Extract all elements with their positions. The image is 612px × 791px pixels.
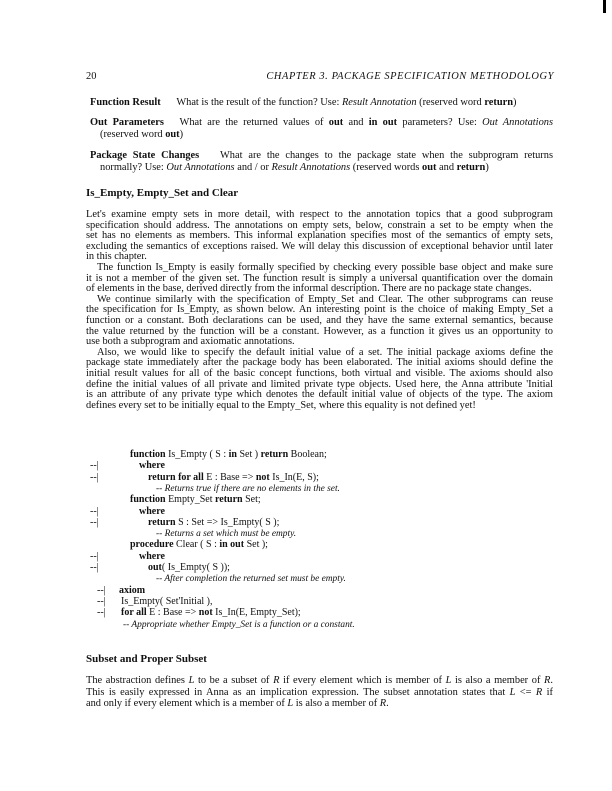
anna-annotation-marker: --| (90, 471, 99, 483)
text-run: The abstraction defines (86, 675, 189, 686)
text-run: return (148, 516, 176, 528)
text-run: and only if every element which is a member of (86, 698, 288, 710)
text-run: Boolean; (288, 449, 327, 460)
text-run: where (139, 505, 165, 517)
text-run: Result Annotation (341, 97, 417, 108)
anna-annotation-marker: --| (90, 516, 99, 528)
text-run: R (273, 675, 280, 686)
text-run: R (535, 686, 543, 698)
paragraph-line: the value returned by the function will be a constant. However, as a function it gives us an opportunity to (86, 325, 553, 337)
text-run: Empty_Set (165, 494, 216, 506)
text-run: where (139, 460, 165, 472)
topic-line (90, 97, 516, 109)
text-run: if every element which is member of (279, 675, 446, 686)
topic-line (100, 129, 183, 141)
code-line (148, 562, 230, 574)
text-run: out (148, 562, 162, 573)
anna-annotation-marker: --| (90, 505, 99, 517)
paragraph-line: Also, we would like to specify the default initial value of a set. The initial package axioms define the (97, 346, 553, 358)
topic-line (100, 162, 489, 174)
text-run: Clear ( S : (173, 539, 220, 551)
text-run: ) (513, 97, 517, 108)
text-run: L (445, 675, 452, 686)
text-run: Is_In(E, S); (269, 471, 319, 483)
text-run: E : Base => (146, 607, 199, 619)
paragraph-line (86, 698, 389, 710)
anna-annotation-marker: --| (97, 584, 106, 596)
text-run: procedure (130, 539, 174, 551)
text-run: Out Annotations (166, 162, 235, 173)
text-run: S : Set => Is_Empty( S ); (175, 516, 280, 528)
text-run: out (422, 162, 437, 173)
text-run: out (165, 129, 180, 140)
text-run: axiom (119, 584, 146, 596)
text-run: R (379, 698, 387, 710)
paragraph-line: use both a subprogram and axiomatic annotations. (86, 336, 295, 348)
text-run: ( Is_Empty( S )); (161, 562, 230, 573)
text-run: Set ); (244, 539, 268, 551)
text-run: return (260, 449, 289, 460)
text-run: . (550, 675, 553, 686)
text-run: Set; (242, 494, 261, 506)
anna-annotation-marker: --| (90, 460, 99, 472)
text-run: Package State Changes (90, 150, 200, 161)
running-header: CHAPTER 3. PACKAGE SPECIFICATION METHODOLOGY (266, 71, 554, 82)
paragraph-line: it is not a member of the given set. The function result is simply a universal quantification over the domain (86, 272, 553, 284)
code-comment: -- Appropriate whether Empty_Set is a function or a constant. (123, 619, 355, 630)
text-run: return (215, 494, 243, 506)
code-line (156, 483, 340, 495)
topic-line (90, 117, 553, 129)
code-line (139, 460, 165, 472)
anna-annotation-marker: --| (97, 595, 106, 607)
anna-annotation-marker: --| (97, 607, 106, 619)
code-line (139, 551, 165, 563)
text-run: What are the returned values of (163, 117, 329, 128)
paragraph-line: of elements in the base, derived directly from the informal description. There are no package state changes. (86, 283, 532, 295)
text-run: ) (179, 129, 184, 140)
text-run: return (456, 162, 486, 173)
text-run: in out (368, 117, 398, 128)
text-run: parameters? Use: (397, 117, 483, 128)
text-run: not (255, 471, 270, 483)
text-run: not (198, 607, 213, 619)
text-run: . (386, 698, 389, 710)
text-run: where (139, 550, 165, 562)
text-run: ) (485, 162, 489, 173)
text-run: normally? Use: (100, 162, 167, 173)
paragraph-line: Let's examine empty sets in more detail, with respect to the annotation topics that a good subprogram (86, 209, 553, 220)
text-run: What are the changes to the package state when the subprogram returns (199, 150, 553, 161)
paragraph-line: specification should address. The annotations on empty sets, below, constrain a set to be empty when the (86, 219, 553, 231)
text-run: L (188, 675, 195, 686)
text-run: (reserved word (416, 97, 485, 108)
paragraph-line: the specification for Is_Empty, as shown below. An interesting point is the choice of making Empty_Set a (86, 304, 553, 316)
text-run: out (328, 117, 344, 128)
text-run: Out Annotations (482, 117, 553, 128)
text-run: if (542, 686, 553, 698)
paragraph-line (86, 675, 553, 687)
text-run: return (484, 97, 513, 108)
paragraph-line (86, 687, 553, 699)
paragraph-line: is an attribute of any private type which denotes the default initial value of objects of the type. The axiom (86, 389, 553, 401)
text-run: is also a member of (451, 675, 545, 686)
anna-annotation-marker: --| (90, 550, 99, 562)
code-line (123, 619, 355, 631)
code-line (130, 539, 268, 551)
text-run: This is easily expressed in Anna as an implication expression. The subset annotation states that (86, 686, 510, 698)
text-run: and / or (234, 162, 272, 173)
text-run: (reserved words (350, 162, 422, 173)
text-run: to be a subset of (194, 675, 274, 686)
text-run: is also a member of (293, 698, 380, 710)
text-run: Set ) (236, 449, 261, 460)
text-run: (reserved word (100, 129, 166, 140)
text-run: and (343, 117, 369, 128)
paragraph-line: in this chapter. (86, 251, 147, 263)
text-run: Is_In(E, Empty_Set); (212, 607, 301, 619)
code-line (156, 573, 346, 585)
text-run: What is the result of the function? Use: (160, 97, 342, 108)
text-run: R (544, 675, 551, 686)
paragraph-line: define the initial values of all private and limited private type objects. Used here, the Anna attribute 'Initial (86, 378, 553, 390)
text-run: <= (515, 686, 536, 698)
paragraph-line: excluding the semantics of exceptions raised. We will delay this discussion of exceptional behavior until later (86, 240, 553, 252)
text-run: Is_Empty ( S : (165, 449, 229, 460)
text-run: E : Base => (203, 471, 256, 483)
topic-line (90, 150, 553, 162)
paragraph-line: package state immediately after the package body has been elaborated. The initial axioms should define the (86, 357, 553, 369)
code-line (119, 585, 145, 597)
paragraph-line: function or a constant. Both declarations can be used, and they have the same external semantics, because (86, 315, 553, 326)
text-run: return for all (148, 471, 204, 483)
text-run: in (228, 449, 237, 460)
code-line (156, 528, 296, 540)
code-line (148, 517, 279, 529)
paragraph-line: defines every set to be initially equal to the Empty_Set, where this equality is not defined yet! (86, 399, 476, 411)
paragraph-line: We continue similarly with the specification of Empty_Set and Clear. The other subprograms can reuse (97, 293, 553, 305)
text-run: L (509, 686, 516, 698)
text-run: in out (219, 539, 245, 551)
code-comment: -- After completion the returned set must be empty. (156, 574, 346, 585)
code-line (121, 607, 301, 619)
code-line (130, 449, 327, 461)
code-line (121, 596, 213, 608)
code-line (139, 506, 165, 518)
scan-mark (603, 0, 606, 13)
text-run: and (436, 162, 457, 173)
code-line (148, 472, 319, 484)
paragraph-line: The function Is_Empty is easily formally specified by checking every possible base object and make sure (97, 262, 553, 273)
text-run: function (130, 449, 166, 460)
text-run: for all (121, 607, 147, 619)
code-comment: -- Returns true if there are no elements in the set. (156, 483, 340, 494)
text-run: L (287, 698, 294, 710)
text-run: Function Result (90, 97, 161, 108)
page-number: 20 (86, 71, 97, 82)
text-run: function (130, 494, 166, 506)
text-run: Is_Empty( Set'Initial ), (121, 595, 213, 607)
code-line (130, 494, 261, 506)
code-comment: -- Returns a set which must be empty. (156, 529, 297, 540)
anna-annotation-marker: --| (90, 562, 99, 573)
text-run: Result Annotations (271, 162, 351, 173)
paragraph-line: set has no elements as members. This informal explanation specifies most of the semantics of empty sets, (86, 230, 553, 242)
paragraph-line: initial result values for all of the basic concept functions, both virtual and visible. The axioms should also (86, 368, 553, 379)
section-heading-subset: Subset and Proper Subset (86, 653, 207, 665)
section-heading-is-empty: Is_Empty, Empty_Set and Clear (86, 187, 239, 199)
text-run: Out Parameters (90, 117, 164, 128)
